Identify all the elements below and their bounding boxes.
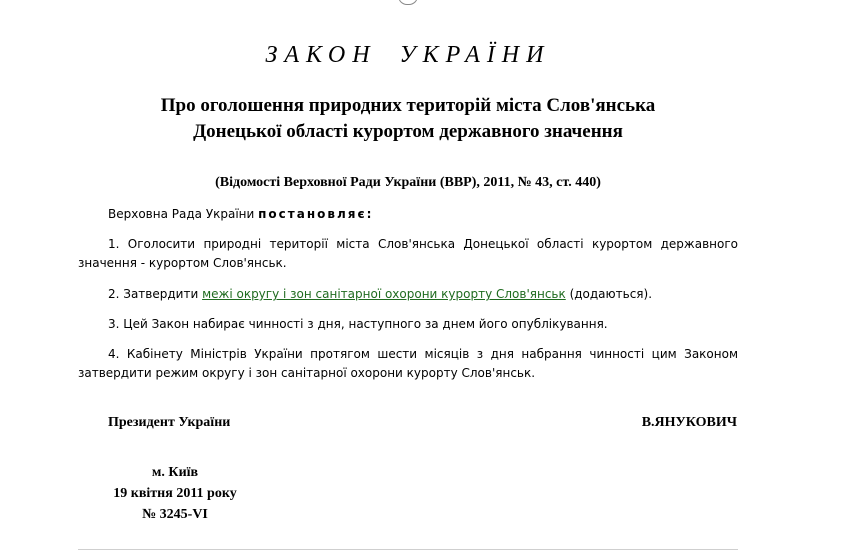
article-2 bbox=[78, 285, 738, 304]
preamble-emphasis: постановляє: bbox=[258, 207, 374, 221]
article-1: 1. Оголосити природні території міста Слов'янська Донецької області курортом державного значення - курортом Слов'янськ. bbox=[78, 237, 738, 270]
law-subject-line-1: Про оголошення природних територій міста Слов'янська bbox=[160, 95, 656, 116]
article-2-text-after: (додаються). bbox=[565, 287, 653, 301]
state-emblem-icon bbox=[398, 0, 418, 5]
place-and-date bbox=[80, 462, 270, 525]
article-2-text-before: 2. Затвердити bbox=[108, 287, 203, 301]
preamble bbox=[78, 205, 738, 224]
bottom-divider bbox=[78, 549, 738, 550]
law-number: № 3245-VI bbox=[142, 507, 208, 522]
law-subject-line-2: Донецької області курортом державного значення bbox=[193, 121, 623, 142]
place-city: м. Київ bbox=[151, 465, 199, 480]
preamble-text: Верховна Рада України bbox=[108, 207, 259, 221]
law-title: ЗАКОН УКРАЇНИ bbox=[265, 42, 551, 68]
law-subject bbox=[80, 93, 736, 145]
boundaries-link[interactable]: межі округу і зон санітарної охорони курорту Слов'янськ bbox=[202, 287, 566, 301]
article-3: 3. Цей Закон набирає чинності з дня, наступного за днем його опублікування. bbox=[108, 317, 608, 331]
signature-position: Президент України bbox=[108, 415, 231, 430]
signature-name: В.ЯНУКОВИЧ bbox=[641, 415, 737, 430]
article-4: 4. Кабінету Міністрів України протягом шести місяців з дня набрання чинності цим Законом затвердити режим округу і зон санітарної охорони курорту Слов'янськ. bbox=[78, 347, 738, 380]
place-date: 19 квітня 2011 року bbox=[113, 486, 237, 501]
publication-source: (Відомості Верховної Ради України (ВВР), 2011, № 43, ст. 440) bbox=[215, 175, 601, 190]
